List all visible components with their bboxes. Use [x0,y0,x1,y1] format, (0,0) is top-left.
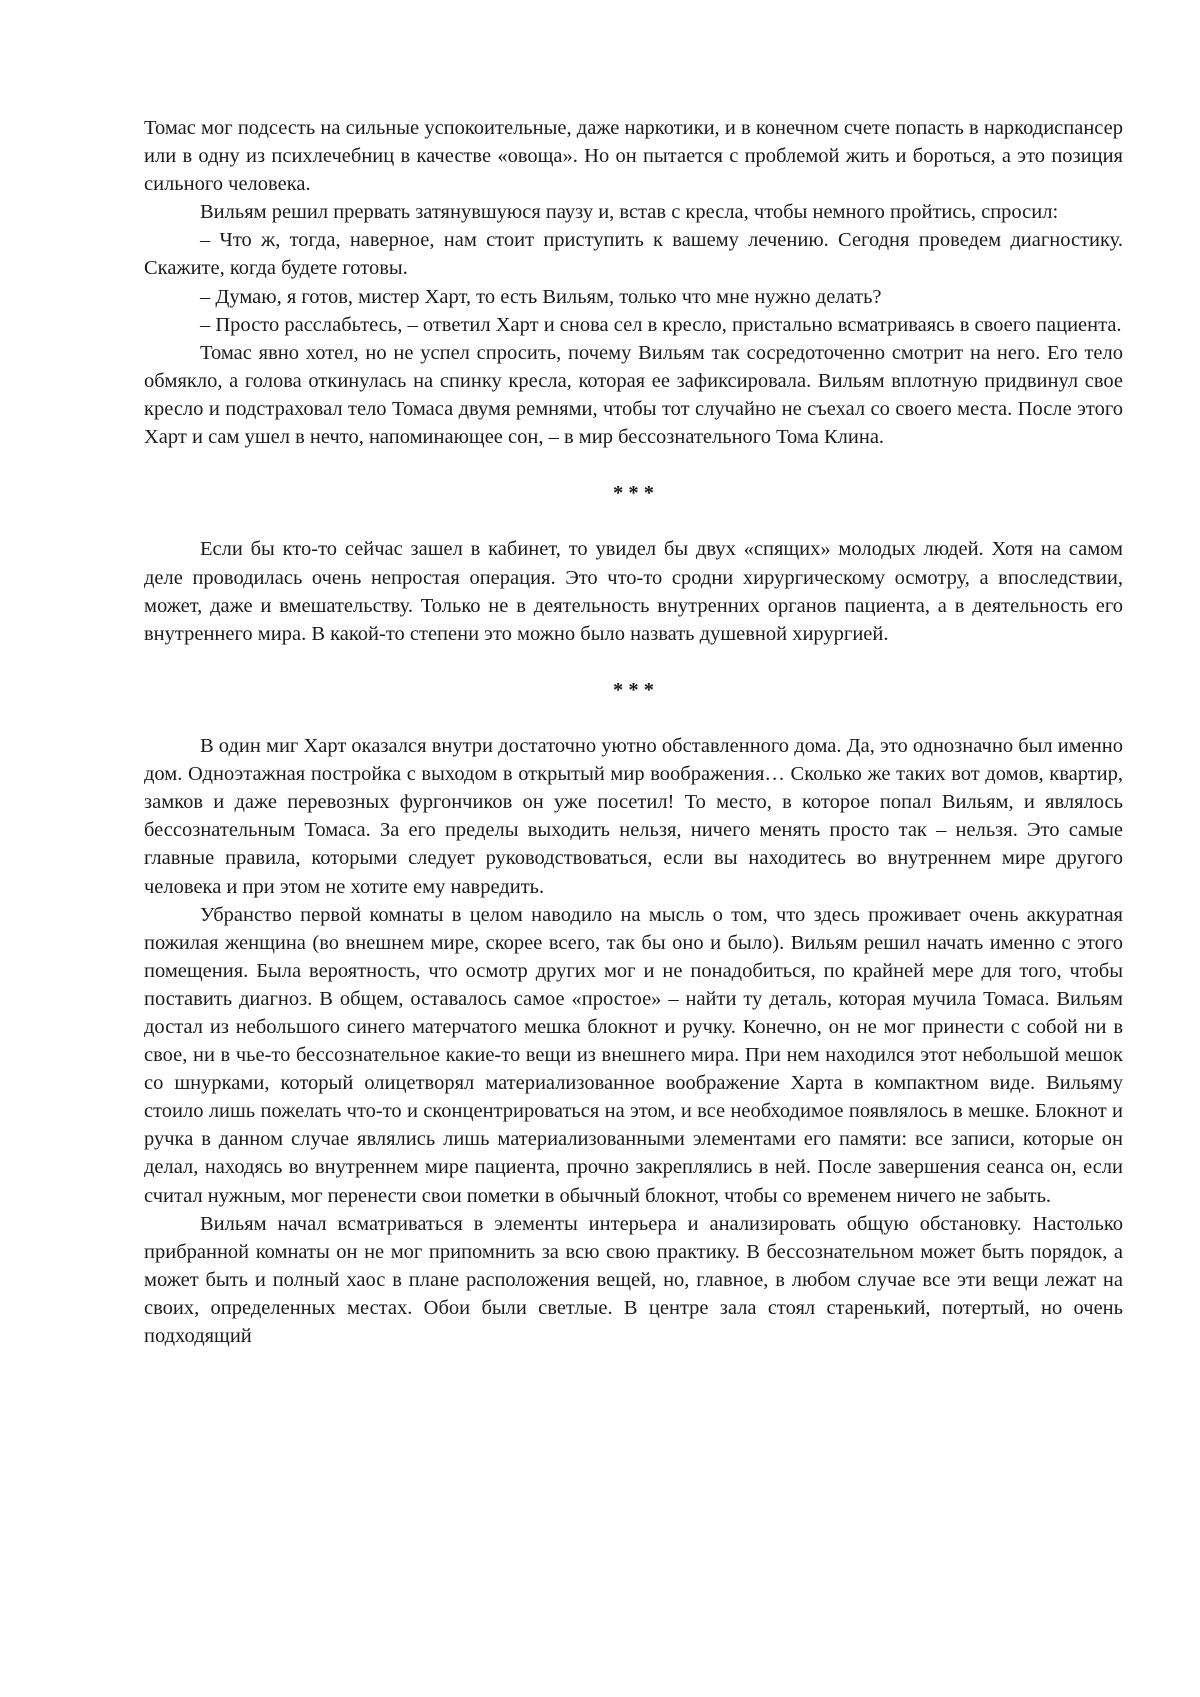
spacer [144,507,1123,535]
paragraph: Вильям начал всматриваться в элементы интерьера и анализировать общую обстановку. Настолько прибранной комнаты он не мог припомнить за всю свою практику. В бессознательном может быть порядок, а может быть и полный хаос в плане расположения вещей, но, главное, в любом случае все эти вещи лежат на своих, определенных местах. Обои были светлые. В центре зала стоял старенький, потертый, но очень подходящий [144,1212,1123,1348]
spacer [144,648,1123,676]
dialogue-line: – Просто расслабьтесь, – ответил Харт и снова сел в кресло, пристально всматриваясь в своего пациента. [200,313,1122,336]
paragraph: Если бы кто-то сейчас зашел в кабинет, то увидел бы двух «спящих» молодых людей. Хотя на самом деле проводилась очень непростая операция. Это что-то сродни хирургическому осмотру, а впоследствии, может, даже и вмешательству. Только не в деятельность внутренних органов пациента, а в деятельность его внутреннего мира. В какой-то степени это можно было назвать душевной хирургией. [144,538,1123,645]
spacer [144,451,1123,479]
page-text [144,114,1123,1350]
paragraph: Убранство первой комнаты в целом наводило на мысль о том, что здесь проживает очень аккуратная пожилая женщина (во внешнем мире, скорее всего, так бы оно и было). Вильям решил начать именно с этого помещения. Была вероятность, что осмотр других мог и не понадобиться, по крайней мере для того, чтобы поставить диагноз. В общем, оставалось самое «простое» – найти ту деталь, которая мучила Томаса. Вильям достал из небольшого синего матерчатого мешка блокнот и ручку. Конечно, он не мог принести с собой ни в свое, ни в чье-то бессознательное какие-то вещи из внешнего мира. При нем находился этот небольшой мешок со шнурками, который олицетворял материализованное воображение Харта в компактном виде. Вильяму стоило лишь пожелать что-то и сконцентрироваться на этом, и все необходимое появлялось в мешке. Блокнот и ручка в данном случае являлись лишь материализованными элементами его памяти: все записи, которые он делал, находясь во внутреннем мире пациента, прочно закреплялись в ней. После завершения сеанса он, если считал нужным, мог перенести свои пометки в обычный блокнот, чтобы со временем ничего не забыть. [144,903,1123,1207]
paragraph: Томас мог подсесть на сильные успокоительные, даже наркотики, и в конечном счете попасть в наркодиспансер или в одну из психлечебниц в качестве «овоща». Но он пытается с проблемой жить и бороться, а это позиция сильного человека. [144,117,1123,196]
paragraph: Вильям решил прервать затянувшуюся паузу и, встав с кресла, чтобы немного пройтись, спросил: [200,201,1059,224]
scene-break: * * * [613,678,654,701]
paragraph: Томас явно хотел, но не успел спросить, почему Вильям так сосредоточенно смотрит на него. Его тело обмякло, а голова откинулась на спинку кресла, которая ее зафиксировала. Вильям вплотную придвинул свое кресло и подстраховал тело Томаса двумя ремнями, чтобы тот случайно не съехал со своего места. После этого Харт и сам ушел в нечто, напоминающее сон, – в мир бессознательного Тома Клина. [144,341,1123,449]
paragraph: В один миг Харт оказался внутри достаточно уютно обставленного дома. Да, это однозначно был именно дом. Одноэтажная постройка с выходом в открытый мир воображения… Сколько же таких вот домов, квартир, замков и даже перевозных фургончиков он уже посетил! То место, в которое попал Вильям, и являлось бессознательным Томаса. За его пределы выходить нельзя, ничего менять просто так – нельзя. Это самые главные правила, которыми следует руководствоваться, если вы находитесь во внутреннем мире другого человека и при этом не хотите ему навредить. [144,735,1123,898]
scene-break: * * * [613,482,654,505]
dialogue-line: – Думаю, я готов, мистер Харт, то есть Вильям, только что мне нужно делать? [200,285,882,308]
spacer [144,704,1123,732]
dialogue-line: – Что ж, тогда, наверное, нам стоит приступить к вашему лечению. Сегодня проведем диагностику. Скажите, когда будете готовы. [144,229,1123,280]
